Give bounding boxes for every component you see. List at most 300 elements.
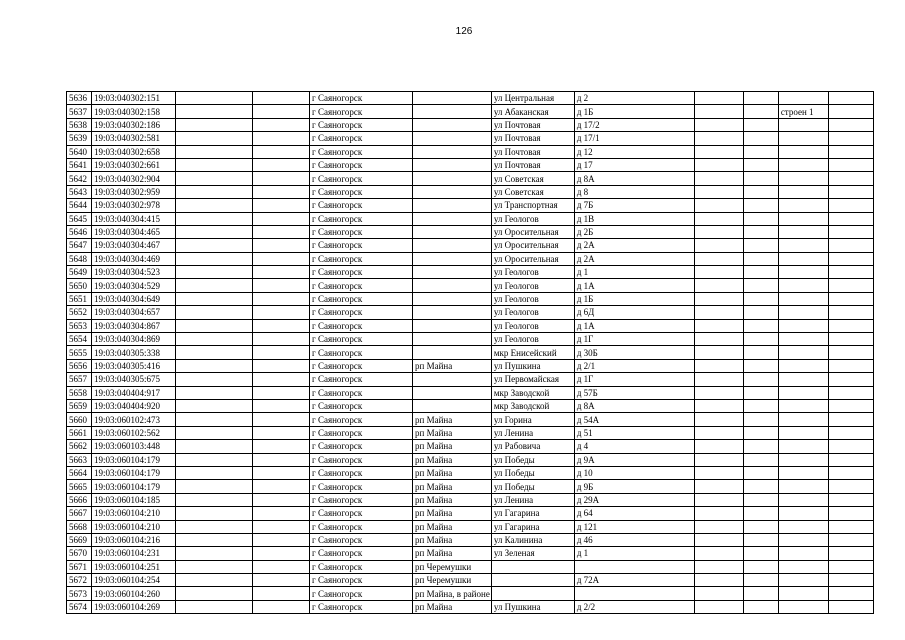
cadastral-number: 19:03:060104:269 [92,600,176,613]
empty-cell [743,480,778,493]
cadastral-number: 19:03:060104:251 [92,560,176,573]
empty-cell [176,426,253,439]
building-cell [778,480,828,493]
building-cell [778,199,828,212]
empty-cell [694,132,743,145]
table-row [67,507,874,520]
cadastral-number: 19:03:060104:210 [92,507,176,520]
city-cell: г Саяногорск [310,105,413,118]
row-number: 5674 [67,600,92,613]
city-cell: г Саяногорск [310,158,413,171]
empty-cell [253,292,310,305]
house-cell [574,560,694,573]
building-cell [778,373,828,386]
empty-cell [828,533,873,546]
city-cell: г Саяногорск [310,507,413,520]
empty-cell [253,333,310,346]
table-row [67,533,874,546]
building-cell [778,158,828,171]
city-cell: г Саяногорск [310,225,413,238]
settlement-cell [413,306,492,319]
row-number: 5643 [67,185,92,198]
table-row [67,466,874,479]
empty-cell [828,466,873,479]
settlement-cell [413,158,492,171]
empty-cell [828,399,873,412]
empty-cell [253,199,310,212]
city-cell: г Саяногорск [310,239,413,252]
empty-cell [253,413,310,426]
empty-cell [694,574,743,587]
row-number: 5667 [67,507,92,520]
table-row [67,132,874,145]
row-number: 5664 [67,466,92,479]
row-number: 5642 [67,172,92,185]
empty-cell [694,185,743,198]
empty-cell [176,225,253,238]
building-cell [778,507,828,520]
empty-cell [743,306,778,319]
building-cell [778,574,828,587]
settlement-cell: рп Майна, в районе [413,587,492,600]
empty-cell [176,440,253,453]
row-number: 5646 [67,225,92,238]
settlement-cell [413,172,492,185]
empty-cell [694,199,743,212]
empty-cell [743,252,778,265]
empty-cell [253,346,310,359]
house-cell: д 4 [574,440,694,453]
empty-cell [176,292,253,305]
settlement-cell [413,225,492,238]
street-cell: ул Геологов [491,306,574,319]
empty-cell [253,158,310,171]
cadastral-number: 19:03:040302:658 [92,145,176,158]
empty-cell [743,560,778,573]
city-cell: г Саяногорск [310,453,413,466]
empty-cell [828,440,873,453]
empty-cell [176,266,253,279]
street-cell: ул Центральная [491,92,574,105]
table-row [67,493,874,506]
empty-cell [694,158,743,171]
cadastral-number: 19:03:040304:867 [92,319,176,332]
empty-cell [828,292,873,305]
empty-cell [828,547,873,560]
empty-cell [828,319,873,332]
empty-cell [253,587,310,600]
table-row [67,386,874,399]
empty-cell [176,507,253,520]
empty-cell [176,547,253,560]
empty-cell [176,399,253,412]
house-cell: д 9Б [574,480,694,493]
table-row [67,199,874,212]
settlement-cell [413,92,492,105]
empty-cell [176,333,253,346]
house-cell: д 30Б [574,346,694,359]
settlement-cell [413,333,492,346]
table-row [67,105,874,118]
empty-cell [253,399,310,412]
empty-cell [253,373,310,386]
empty-cell [828,132,873,145]
row-number: 5647 [67,239,92,252]
city-cell: г Саяногорск [310,346,413,359]
row-number: 5638 [67,118,92,131]
empty-cell [743,199,778,212]
empty-cell [253,453,310,466]
settlement-cell: рп Майна [413,600,492,613]
cadastral-number: 19:03:040302:959 [92,185,176,198]
empty-cell [694,145,743,158]
building-cell [778,319,828,332]
cadastral-number: 19:03:040302:158 [92,105,176,118]
building-cell [778,279,828,292]
house-cell [574,587,694,600]
empty-cell [253,172,310,185]
empty-cell [743,172,778,185]
settlement-cell: рп Майна [413,520,492,533]
street-cell: ул Гагарина [491,520,574,533]
city-cell: г Саяногорск [310,118,413,131]
empty-cell [694,587,743,600]
empty-cell [743,533,778,546]
empty-cell [694,346,743,359]
row-number: 5659 [67,399,92,412]
empty-cell [743,587,778,600]
building-cell [778,185,828,198]
settlement-cell: рп Майна [413,493,492,506]
city-cell: г Саяногорск [310,520,413,533]
empty-cell [176,92,253,105]
cadastral-number: 19:03:040305:416 [92,359,176,372]
empty-cell [253,92,310,105]
empty-cell [743,346,778,359]
cadastral-number: 19:03:060104:231 [92,547,176,560]
cadastral-number: 19:03:060104:216 [92,533,176,546]
house-cell: д 64 [574,507,694,520]
city-cell: г Саяногорск [310,440,413,453]
cadastral-number: 19:03:040304:469 [92,252,176,265]
street-cell: ул Почтовая [491,158,574,171]
cadastral-number: 19:03:040304:467 [92,239,176,252]
row-number: 5671 [67,560,92,573]
empty-cell [176,252,253,265]
empty-cell [176,185,253,198]
building-cell [778,333,828,346]
empty-cell [694,118,743,131]
building-cell [778,212,828,225]
street-cell: ул Оросительная [491,225,574,238]
row-number: 5654 [67,333,92,346]
table-row [67,547,874,560]
street-cell: ул Почтовая [491,118,574,131]
row-number: 5657 [67,373,92,386]
city-cell: г Саяногорск [310,399,413,412]
empty-cell [694,225,743,238]
table-body [67,92,874,614]
house-cell: д 121 [574,520,694,533]
settlement-cell [413,266,492,279]
empty-cell [743,292,778,305]
table-row [67,346,874,359]
empty-cell [828,145,873,158]
empty-cell [253,266,310,279]
empty-cell [743,466,778,479]
empty-cell [743,105,778,118]
empty-cell [253,105,310,118]
settlement-cell [413,185,492,198]
city-cell: г Саяногорск [310,212,413,225]
empty-cell [743,118,778,131]
street-cell: ул Рабовича [491,440,574,453]
street-cell: ул Геологов [491,292,574,305]
empty-cell [253,440,310,453]
city-cell: г Саяногорск [310,533,413,546]
table-row [67,413,874,426]
house-cell: д 2А [574,252,694,265]
street-cell: мкр Заводской [491,399,574,412]
empty-cell [694,426,743,439]
empty-cell [828,225,873,238]
building-cell [778,132,828,145]
empty-cell [694,453,743,466]
empty-cell [743,493,778,506]
empty-cell [828,199,873,212]
settlement-cell [413,118,492,131]
empty-cell [828,252,873,265]
empty-cell [828,453,873,466]
house-cell: д 29А [574,493,694,506]
empty-cell [176,386,253,399]
city-cell: г Саяногорск [310,172,413,185]
empty-cell [828,574,873,587]
empty-cell [828,386,873,399]
empty-cell [828,520,873,533]
street-cell: ул Пушкина [491,359,574,372]
empty-cell [828,266,873,279]
empty-cell [743,212,778,225]
empty-cell [828,413,873,426]
settlement-cell [413,292,492,305]
street-cell: ул Абаканская [491,105,574,118]
table-row [67,440,874,453]
house-cell: д 8А [574,399,694,412]
street-cell: ул Оросительная [491,239,574,252]
settlement-cell [413,373,492,386]
settlement-cell: рп Майна [413,453,492,466]
table-row [67,306,874,319]
empty-cell [743,574,778,587]
house-cell: д 51 [574,426,694,439]
building-cell [778,453,828,466]
street-cell: ул Геологов [491,212,574,225]
table-row [67,359,874,372]
settlement-cell [413,319,492,332]
building-cell: строен 1 [778,105,828,118]
building-cell [778,600,828,613]
settlement-cell: рп Майна [413,440,492,453]
empty-cell [694,172,743,185]
cadastral-number: 19:03:040304:869 [92,333,176,346]
city-cell: г Саяногорск [310,600,413,613]
page-number: 126 [455,26,473,37]
row-number: 5658 [67,386,92,399]
building-cell [778,252,828,265]
empty-cell [176,319,253,332]
empty-cell [743,426,778,439]
city-cell: г Саяногорск [310,560,413,573]
empty-cell [253,574,310,587]
house-cell: д 17/2 [574,118,694,131]
empty-cell [176,493,253,506]
table-row [67,158,874,171]
cadastral-number: 19:03:060104:179 [92,466,176,479]
house-cell: д 1В [574,212,694,225]
city-cell: г Саяногорск [310,373,413,386]
cadastral-number: 19:03:040404:920 [92,399,176,412]
table-row [67,185,874,198]
table-row [67,399,874,412]
table-row [67,319,874,332]
building-cell [778,386,828,399]
empty-cell [253,185,310,198]
empty-cell [694,319,743,332]
table-row [67,426,874,439]
empty-cell [253,547,310,560]
building-cell [778,92,828,105]
row-number: 5636 [67,92,92,105]
empty-cell [743,373,778,386]
settlement-cell: рп Черемушки [413,560,492,573]
street-cell: ул Победы [491,480,574,493]
empty-cell [694,92,743,105]
empty-cell [176,212,253,225]
table-row [67,574,874,587]
settlement-cell [413,145,492,158]
city-cell: г Саяногорск [310,574,413,587]
empty-cell [176,158,253,171]
city-cell: г Саяногорск [310,333,413,346]
empty-cell [828,426,873,439]
house-cell: д 72А [574,574,694,587]
empty-cell [253,533,310,546]
empty-cell [253,118,310,131]
house-cell: д 12 [574,145,694,158]
house-cell: д 2А [574,239,694,252]
settlement-cell [413,252,492,265]
empty-cell [694,373,743,386]
city-cell: г Саяногорск [310,480,413,493]
cadastral-number: 19:03:060103:448 [92,440,176,453]
cadastral-number: 19:03:040304:649 [92,292,176,305]
empty-cell [828,373,873,386]
empty-cell [176,453,253,466]
table-row [67,92,874,105]
cadastral-number: 19:03:060102:473 [92,413,176,426]
city-cell: г Саяногорск [310,306,413,319]
empty-cell [743,319,778,332]
empty-cell [253,306,310,319]
settlement-cell [413,346,492,359]
table-row [67,266,874,279]
empty-cell [694,252,743,265]
empty-cell [743,413,778,426]
building-cell [778,346,828,359]
empty-cell [253,132,310,145]
empty-cell [694,547,743,560]
street-cell: ул Пушкина [491,600,574,613]
empty-cell [828,172,873,185]
settlement-cell: рп Майна [413,480,492,493]
empty-cell [828,92,873,105]
building-cell [778,292,828,305]
row-number: 5639 [67,132,92,145]
cadastral-number: 19:03:060104:210 [92,520,176,533]
empty-cell [176,480,253,493]
street-cell: ул Первомайская [491,373,574,386]
city-cell: г Саяногорск [310,132,413,145]
empty-cell [176,105,253,118]
house-cell: д 2Б [574,225,694,238]
empty-cell [694,520,743,533]
empty-cell [743,547,778,560]
city-cell: г Саяногорск [310,466,413,479]
table-row [67,172,874,185]
empty-cell [694,306,743,319]
empty-cell [694,399,743,412]
building-cell [778,225,828,238]
street-cell [491,560,574,573]
house-cell: д 17/1 [574,132,694,145]
empty-cell [253,520,310,533]
house-cell: д 7Б [574,199,694,212]
empty-cell [828,185,873,198]
cadastral-number: 19:03:060104:260 [92,587,176,600]
settlement-cell [413,399,492,412]
street-cell: ул Почтовая [491,132,574,145]
empty-cell [694,333,743,346]
empty-cell [694,440,743,453]
empty-cell [176,239,253,252]
empty-cell [253,426,310,439]
house-cell: д 8А [574,172,694,185]
empty-cell [743,266,778,279]
house-cell: д 2 [574,92,694,105]
street-cell: ул Геологов [491,266,574,279]
house-cell: д 8 [574,185,694,198]
empty-cell [828,333,873,346]
building-cell [778,306,828,319]
empty-cell [743,132,778,145]
empty-cell [743,520,778,533]
empty-cell [828,493,873,506]
empty-cell [743,92,778,105]
empty-cell [743,507,778,520]
empty-cell [176,373,253,386]
empty-cell [176,145,253,158]
street-cell: ул Горина [491,413,574,426]
building-cell [778,547,828,560]
empty-cell [743,239,778,252]
empty-cell [743,185,778,198]
cadastral-number: 19:03:040302:151 [92,92,176,105]
row-number: 5665 [67,480,92,493]
empty-cell [253,466,310,479]
house-cell: д 54А [574,413,694,426]
cadastral-number: 19:03:060102:562 [92,426,176,439]
